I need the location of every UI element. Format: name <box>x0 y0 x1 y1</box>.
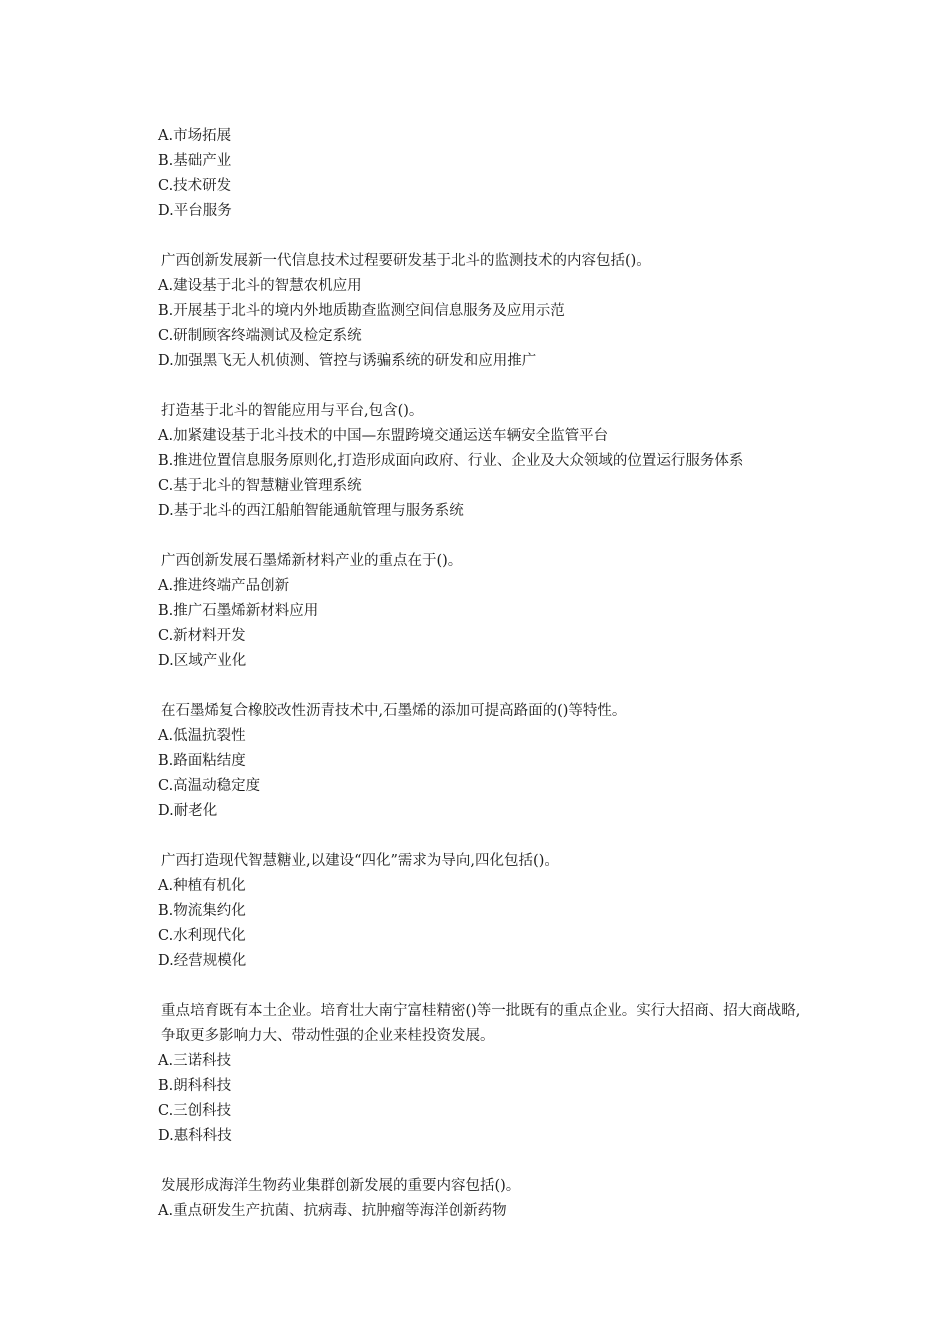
question-block-4 <box>158 699 808 824</box>
option-a: A.种植有机化 <box>158 878 246 894</box>
spacer <box>158 1149 808 1174</box>
option-b: B.路面粘结度 <box>158 753 246 769</box>
option-d: D.区域产业化 <box>158 653 247 669</box>
option-a: A.推进终端产品创新 <box>158 578 290 594</box>
question-text: 广西创新发展新一代信息技术过程要研发基于北斗的监测技术的内容包括()。 <box>161 253 651 269</box>
spacer <box>158 824 808 849</box>
question-block-1 <box>158 249 808 374</box>
option-d: D.加强黑飞无人机侦测、管控与诱骗系统的研发和应用推广 <box>158 353 537 369</box>
option-b: B.基础产业 <box>158 153 232 169</box>
option-a: A.三诺科技 <box>158 1053 232 1069</box>
option-b: B.推进位置信息服务原则化,打造形成面向政府、行业、企业及大众领域的位置运行服务体系 <box>158 453 744 469</box>
option-d: D.平台服务 <box>158 203 232 219</box>
option-d: D.经营规模化 <box>158 953 247 969</box>
option-a: A.加紧建设基于北斗技术的中国—东盟跨境交通运送车辆安全监管平台 <box>158 428 609 444</box>
spacer <box>158 674 808 699</box>
option-c: C.高温动稳定度 <box>158 778 261 794</box>
option-b: B.朗科科技 <box>158 1078 232 1094</box>
option-a: A.市场拓展 <box>158 128 232 144</box>
option-d: D.耐老化 <box>158 803 218 819</box>
intro-option-list <box>158 124 808 224</box>
question-text: 重点培育既有本土企业。培育壮大南宁富桂精密()等一批既有的重点企业。实行大招商、招大商战略,争取更多影响力大、带动性强的企业来桂投资发展。 <box>161 1003 801 1044</box>
option-c: C.水利现代化 <box>158 928 246 944</box>
question-text: 广西打造现代智慧糖业,以建设“四化”需求为导向,四化包括()。 <box>161 853 559 869</box>
spacer <box>158 524 808 549</box>
spacer <box>158 974 808 999</box>
question-text: 打造基于北斗的智能应用与平台,包含()。 <box>161 403 424 419</box>
option-a: A.低温抗裂性 <box>158 728 246 744</box>
option-d: D.惠科科技 <box>158 1128 232 1144</box>
option-a: A.建设基于北斗的智慧农机应用 <box>158 278 362 294</box>
option-c: C.新材料开发 <box>158 628 246 644</box>
question-text: 广西创新发展石墨烯新材料产业的重点在于()。 <box>161 553 463 569</box>
question-block-2 <box>158 399 808 524</box>
option-c: C.三创科技 <box>158 1103 232 1119</box>
option-b: B.开展基于北斗的境内外地质勘查监测空间信息服务及应用示范 <box>158 303 565 319</box>
option-b: B.推广石墨烯新材料应用 <box>158 603 319 619</box>
option-c: C.技术研发 <box>158 178 232 194</box>
question-text: 发展形成海洋生物药业集群创新发展的重要内容包括()。 <box>161 1178 521 1194</box>
question-block-3 <box>158 549 808 674</box>
option-a: A.重点研发生产抗菌、抗病毒、抗肿瘤等海洋创新药物 <box>158 1203 507 1219</box>
option-c: C.基于北斗的智慧糖业管理系统 <box>158 478 362 494</box>
question-text: 在石墨烯复合橡胶改性沥青技术中,石墨烯的添加可提高路面的()等特性。 <box>161 703 627 719</box>
spacer <box>158 374 808 399</box>
option-b: B.物流集约化 <box>158 903 246 919</box>
question-block-5 <box>158 849 808 974</box>
option-d: D.基于北斗的西江船舶智能通航管理与服务系统 <box>158 503 464 519</box>
question-block-6 <box>158 999 808 1149</box>
question-block-7 <box>158 1174 808 1224</box>
option-c: C.研制顾客终端测试及检定系统 <box>158 328 362 344</box>
spacer <box>158 224 808 249</box>
document-body <box>158 124 808 1224</box>
